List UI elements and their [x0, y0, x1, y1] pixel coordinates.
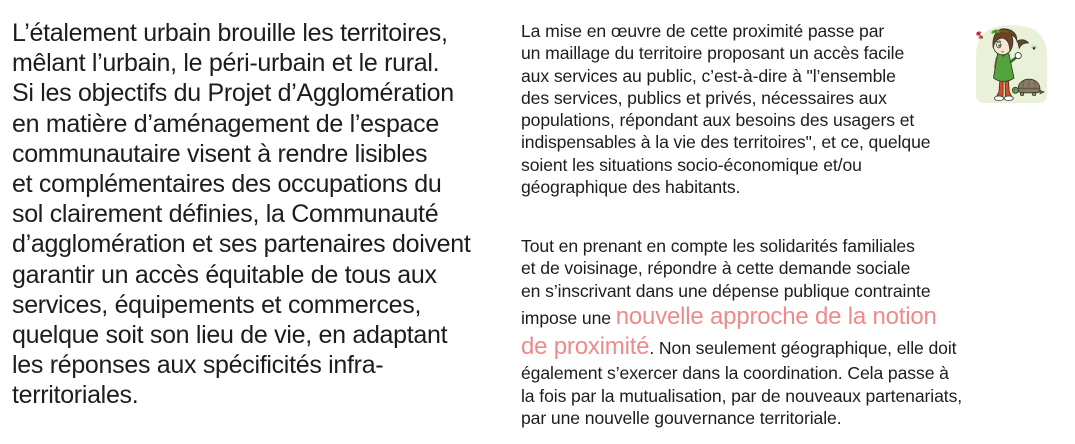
text-line: soient les situations socio-économique et/ou: [521, 154, 862, 175]
text-line: La mise en œuvre de cette proximité passe par: [521, 21, 885, 41]
text-line: communautaire visent à rendre lisibles: [12, 139, 428, 168]
text-line: indispensables à la vie des territoires", et ce, quelque: [521, 132, 931, 153]
text-line: [521, 280, 1001, 302]
right-paragraph-nouvelle-approche: [521, 235, 1001, 429]
text-segment: et de voisinage, répondre à cette demande sociale: [521, 258, 911, 279]
girl-turtle-svg: [974, 22, 1050, 106]
text-line: un maillage du territoire proposant un accès facile: [521, 43, 905, 64]
text-segment: impose une: [521, 308, 616, 329]
text-segment: la fois par la mutualisation, par de nouveaux partenariats,: [521, 385, 963, 406]
text-line: [521, 302, 1001, 332]
text-line: des services, publics et privés, nécessaires aux: [521, 87, 887, 108]
text-segment: Tout en prenant en compte les solidarités familiales: [521, 236, 915, 256]
right-paragraph-proximite: [521, 20, 981, 198]
text-segment: également s’exercer dans la coordination. Cela passe à: [521, 363, 949, 384]
text-line: en matière d’aménagement de l’espace: [12, 109, 439, 138]
text-line: populations, répondant aux besoins des usagers et: [521, 110, 915, 131]
text-line: [521, 407, 1001, 429]
text-line: et complémentaires des occupations du: [12, 170, 442, 199]
highlighted-text: de proximité: [521, 333, 650, 361]
text-line: [521, 332, 1001, 362]
text-line: garantir un accès équitable de tous aux: [12, 260, 437, 289]
girl-turtle-illustration: [974, 22, 1050, 106]
left-text-column: [12, 18, 490, 411]
text-line: [521, 385, 1001, 407]
text-line: sol clairement définies, la Communauté: [12, 200, 439, 229]
text-line: services, équipements et commerces,: [12, 290, 422, 319]
text-line: mêlant l’urbain, le péri-urbain et le rural.: [12, 49, 440, 78]
text-line: [521, 235, 1001, 257]
text-line: Si les objectifs du Projet d’Agglomération: [12, 79, 454, 108]
text-line: L’étalement urbain brouille les territoires,: [12, 19, 448, 47]
butterfly-icon: [975, 30, 983, 39]
text-segment: . Non seulement géographique, elle doit: [649, 338, 957, 359]
text-segment: par une nouvelle gouvernance territoriale.: [521, 408, 842, 429]
text-line: les réponses aux spécificités infra-: [12, 351, 384, 380]
text-line: d’agglomération et ses partenaires doivent: [12, 230, 471, 259]
text-line: [521, 257, 1001, 279]
text-line: quelque soit son lieu de vie, en adaptant: [12, 321, 448, 350]
text-line: [521, 362, 1001, 384]
text-segment: en s’inscrivant dans une dépense publique contrainte: [521, 280, 931, 301]
highlighted-text: nouvelle approche de la notion: [615, 303, 937, 331]
text-line: géographique des habitants.: [521, 177, 741, 198]
text-line: aux services au public, c’est-à-dire à "l’ensemble: [521, 65, 896, 86]
text-line: territoriales.: [12, 381, 139, 410]
